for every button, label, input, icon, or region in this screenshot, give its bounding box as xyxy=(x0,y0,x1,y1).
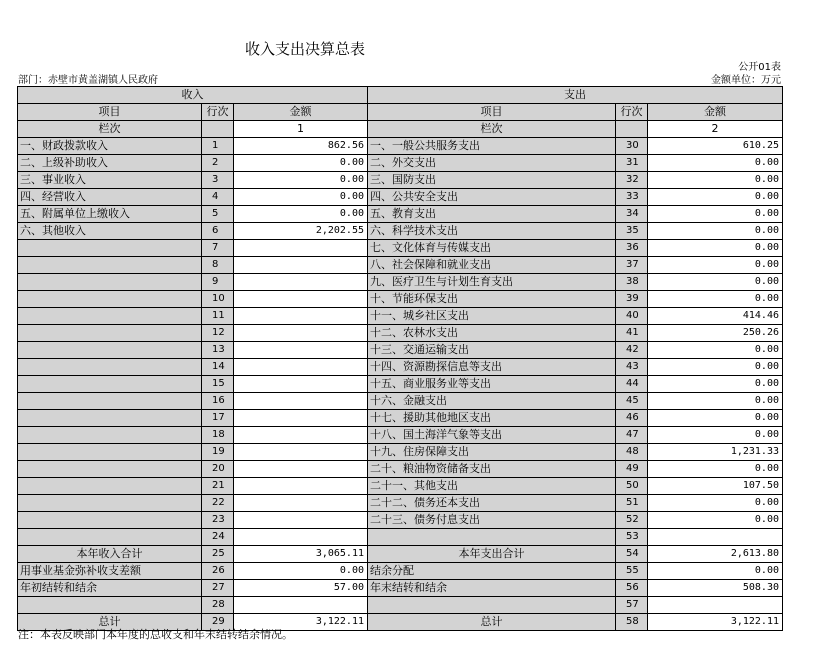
expense-amount: 0.00 xyxy=(648,376,783,393)
table-row xyxy=(18,308,783,325)
table-row xyxy=(18,512,783,529)
expense-line: 50 xyxy=(616,478,648,495)
income-item xyxy=(18,597,202,614)
expense-item: 十六、金融支出 xyxy=(368,393,616,410)
expense-item: 十七、援助其他地区支出 xyxy=(368,410,616,427)
income-amount: 862.56 xyxy=(234,138,368,155)
income-item xyxy=(18,444,202,461)
income-line: 16 xyxy=(202,393,234,410)
table-row xyxy=(18,223,783,240)
income-item: 四、经营收入 xyxy=(18,189,202,206)
income-item xyxy=(18,495,202,512)
income-item xyxy=(18,240,202,257)
income-line: 24 xyxy=(202,529,234,546)
expense-amount: 0.00 xyxy=(648,512,783,529)
income-lanci-label: 栏次 xyxy=(18,121,202,138)
income-line: 22 xyxy=(202,495,234,512)
expense-item: 二十一、其他支出 xyxy=(368,478,616,495)
expense-amount: 0.00 xyxy=(648,461,783,478)
expense-amount: 0.00 xyxy=(648,410,783,427)
expense-line: 30 xyxy=(616,138,648,155)
expense-line: 40 xyxy=(616,308,648,325)
expense-amount: 0.00 xyxy=(648,155,783,172)
expense-amount xyxy=(648,597,783,614)
unit-label: 金额单位：万元 xyxy=(711,75,781,86)
income-line: 15 xyxy=(202,376,234,393)
income-amount xyxy=(234,529,368,546)
expense-item xyxy=(368,597,616,614)
income-line: 7 xyxy=(202,240,234,257)
table-row xyxy=(18,291,783,308)
expense-item-header: 项目 xyxy=(368,104,616,121)
income-line: 13 xyxy=(202,342,234,359)
income-item: 三、事业收入 xyxy=(18,172,202,189)
expense-item: 七、文化体育与传媒支出 xyxy=(368,240,616,257)
table-row xyxy=(18,342,783,359)
income-amount-header: 金额 xyxy=(234,104,368,121)
income-line: 17 xyxy=(202,410,234,427)
income-item xyxy=(18,274,202,291)
expense-line-header: 行次 xyxy=(616,104,648,121)
expense-item: 四、公共安全支出 xyxy=(368,189,616,206)
income-amount: 0.00 xyxy=(234,206,368,223)
income-line: 8 xyxy=(202,257,234,274)
table-row xyxy=(18,257,783,274)
income-item: 二、上级补助收入 xyxy=(18,155,202,172)
income-amount: 0.00 xyxy=(234,189,368,206)
income-item: 一、财政拨款收入 xyxy=(18,138,202,155)
expense-line: 56 xyxy=(616,580,648,597)
income-line: 2 xyxy=(202,155,234,172)
income-line: 5 xyxy=(202,206,234,223)
income-amount xyxy=(234,325,368,342)
income-amount xyxy=(234,444,368,461)
expense-line: 32 xyxy=(616,172,648,189)
expense-amount: 610.25 xyxy=(648,138,783,155)
income-amount: 3,122.11 xyxy=(234,614,368,631)
expense-item: 十二、农林水支出 xyxy=(368,325,616,342)
form-number: 公开01表 xyxy=(738,62,781,73)
expense-amount: 0.00 xyxy=(648,223,783,240)
budget-table xyxy=(17,86,783,631)
department-label: 部门：赤壁市黄盖湖镇人民政府 xyxy=(18,75,158,86)
expense-line: 37 xyxy=(616,257,648,274)
table-row xyxy=(18,359,783,376)
income-amount xyxy=(234,376,368,393)
income-item: 总计 xyxy=(18,614,202,631)
income-lanci-line xyxy=(202,121,234,138)
income-item xyxy=(18,512,202,529)
expense-amount: 0.00 xyxy=(648,427,783,444)
income-line: 9 xyxy=(202,274,234,291)
income-item xyxy=(18,376,202,393)
income-item xyxy=(18,478,202,495)
income-amount xyxy=(234,495,368,512)
expense-item: 十九、住房保障支出 xyxy=(368,444,616,461)
income-line: 1 xyxy=(202,138,234,155)
income-item: 用事业基金弥补收支差额 xyxy=(18,563,202,580)
expense-amount: 0.00 xyxy=(648,172,783,189)
income-amount xyxy=(234,597,368,614)
expense-line: 44 xyxy=(616,376,648,393)
expense-amount: 0.00 xyxy=(648,563,783,580)
expense-line: 48 xyxy=(616,444,648,461)
income-item xyxy=(18,461,202,478)
income-line: 26 xyxy=(202,563,234,580)
expense-line: 38 xyxy=(616,274,648,291)
income-amount xyxy=(234,291,368,308)
expense-item: 十八、国土海洋气象等支出 xyxy=(368,427,616,444)
expense-line: 43 xyxy=(616,359,648,376)
income-amount: 0.00 xyxy=(234,172,368,189)
expense-item: 二十三、债务付息支出 xyxy=(368,512,616,529)
expense-item: 十四、资源勘探信息等支出 xyxy=(368,359,616,376)
income-amount: 0.00 xyxy=(234,155,368,172)
table-row xyxy=(18,478,783,495)
expense-amount: 3,122.11 xyxy=(648,614,783,631)
income-amount xyxy=(234,410,368,427)
expense-line: 51 xyxy=(616,495,648,512)
expense-line: 57 xyxy=(616,597,648,614)
income-item: 年初结转和结余 xyxy=(18,580,202,597)
income-amount xyxy=(234,308,368,325)
expense-item: 总计 xyxy=(368,614,616,631)
income-item xyxy=(18,257,202,274)
expense-item: 五、教育支出 xyxy=(368,206,616,223)
expense-line: 49 xyxy=(616,461,648,478)
column-number-row xyxy=(18,121,783,138)
expense-line: 31 xyxy=(616,155,648,172)
table-row xyxy=(18,206,783,223)
income-item: 本年收入合计 xyxy=(18,546,202,563)
income-amount: 3,065.11 xyxy=(234,546,368,563)
expense-header: 支出 xyxy=(368,87,783,104)
table-row xyxy=(18,597,783,614)
expense-item: 年末结转和结余 xyxy=(368,580,616,597)
expense-line: 52 xyxy=(616,512,648,529)
income-item xyxy=(18,427,202,444)
income-line: 3 xyxy=(202,172,234,189)
income-line: 21 xyxy=(202,478,234,495)
table-row xyxy=(18,138,783,155)
expense-item: 十三、交通运输支出 xyxy=(368,342,616,359)
table-row xyxy=(18,427,783,444)
income-line: 23 xyxy=(202,512,234,529)
income-amount xyxy=(234,461,368,478)
expense-line: 36 xyxy=(616,240,648,257)
table-row xyxy=(18,410,783,427)
expense-item: 二、外交支出 xyxy=(368,155,616,172)
income-amount xyxy=(234,342,368,359)
expense-line: 39 xyxy=(616,291,648,308)
income-line: 25 xyxy=(202,546,234,563)
expense-amount: 0.00 xyxy=(648,359,783,376)
expense-amount: 107.50 xyxy=(648,478,783,495)
expense-amount: 0.00 xyxy=(648,274,783,291)
income-amount xyxy=(234,427,368,444)
expense-item: 九、医疗卫生与计划生育支出 xyxy=(368,274,616,291)
expense-amount-header: 金额 xyxy=(648,104,783,121)
income-amount xyxy=(234,240,368,257)
expense-amount: 0.00 xyxy=(648,240,783,257)
income-line: 29 xyxy=(202,614,234,631)
income-line-header: 行次 xyxy=(202,104,234,121)
table-row xyxy=(18,393,783,410)
expense-item: 结余分配 xyxy=(368,563,616,580)
income-line: 4 xyxy=(202,189,234,206)
income-line: 12 xyxy=(202,325,234,342)
income-item xyxy=(18,325,202,342)
income-amount xyxy=(234,393,368,410)
expense-amount: 0.00 xyxy=(648,257,783,274)
table-row xyxy=(18,189,783,206)
income-amount xyxy=(234,512,368,529)
table-row xyxy=(18,274,783,291)
income-line: 18 xyxy=(202,427,234,444)
expense-line: 41 xyxy=(616,325,648,342)
expense-line: 34 xyxy=(616,206,648,223)
income-amount xyxy=(234,359,368,376)
expense-amount: 0.00 xyxy=(648,189,783,206)
table-row xyxy=(18,155,783,172)
expense-amount: 414.46 xyxy=(648,308,783,325)
income-line: 19 xyxy=(202,444,234,461)
expense-amount xyxy=(648,529,783,546)
table-row xyxy=(18,461,783,478)
table-row xyxy=(18,580,783,597)
income-item xyxy=(18,342,202,359)
expense-amount: 0.00 xyxy=(648,393,783,410)
income-line: 20 xyxy=(202,461,234,478)
income-amount: 2,202.55 xyxy=(234,223,368,240)
footnote: 注：本表反映部门本年度的总收支和年末结转结余情况。 xyxy=(18,628,293,641)
expense-item: 一、一般公共服务支出 xyxy=(368,138,616,155)
expense-amount: 0.00 xyxy=(648,206,783,223)
expense-item: 十五、商业服务业等支出 xyxy=(368,376,616,393)
expense-lanci-label: 栏次 xyxy=(368,121,616,138)
income-column-number: 1 xyxy=(234,121,368,138)
income-line: 11 xyxy=(202,308,234,325)
table-row xyxy=(18,529,783,546)
expense-line: 54 xyxy=(616,546,648,563)
expense-column-number: 2 xyxy=(648,121,783,138)
table-row xyxy=(18,325,783,342)
income-line: 6 xyxy=(202,223,234,240)
income-item xyxy=(18,393,202,410)
expense-line: 45 xyxy=(616,393,648,410)
expense-item: 八、社会保障和就业支出 xyxy=(368,257,616,274)
income-item xyxy=(18,359,202,376)
income-item-header: 项目 xyxy=(18,104,202,121)
column-header-row xyxy=(18,104,783,121)
income-line: 10 xyxy=(202,291,234,308)
table-row xyxy=(18,495,783,512)
expense-item xyxy=(368,529,616,546)
expense-line: 35 xyxy=(616,223,648,240)
expense-item: 十一、城乡社区支出 xyxy=(368,308,616,325)
income-item: 五、附属单位上缴收入 xyxy=(18,206,202,223)
expense-item: 十、节能环保支出 xyxy=(368,291,616,308)
income-amount xyxy=(234,478,368,495)
expense-item: 六、科学技术支出 xyxy=(368,223,616,240)
expense-line: 42 xyxy=(616,342,648,359)
table-row xyxy=(18,172,783,189)
table-row xyxy=(18,546,783,563)
income-amount: 57.00 xyxy=(234,580,368,597)
expense-amount: 2,613.80 xyxy=(648,546,783,563)
income-amount: 0.00 xyxy=(234,563,368,580)
expense-amount: 508.30 xyxy=(648,580,783,597)
table-row xyxy=(18,240,783,257)
income-item xyxy=(18,308,202,325)
expense-line: 58 xyxy=(616,614,648,631)
expense-line: 53 xyxy=(616,529,648,546)
expense-line: 47 xyxy=(616,427,648,444)
income-item xyxy=(18,529,202,546)
expense-line: 55 xyxy=(616,563,648,580)
table-row xyxy=(18,376,783,393)
income-item: 六、其他收入 xyxy=(18,223,202,240)
income-item xyxy=(18,410,202,427)
income-header: 收入 xyxy=(18,87,368,104)
expense-amount: 0.00 xyxy=(648,291,783,308)
expense-amount: 1,231.33 xyxy=(648,444,783,461)
expense-item: 三、国防支出 xyxy=(368,172,616,189)
expense-item: 本年支出合计 xyxy=(368,546,616,563)
expense-amount: 0.00 xyxy=(648,342,783,359)
expense-amount: 250.26 xyxy=(648,325,783,342)
expense-lanci-line xyxy=(616,121,648,138)
expense-item: 二十二、债务还本支出 xyxy=(368,495,616,512)
income-line: 14 xyxy=(202,359,234,376)
expense-line: 33 xyxy=(616,189,648,206)
income-line: 28 xyxy=(202,597,234,614)
table-row xyxy=(18,444,783,461)
income-amount xyxy=(234,274,368,291)
table-row xyxy=(18,563,783,580)
expense-item: 二十、粮油物资储备支出 xyxy=(368,461,616,478)
expense-line: 46 xyxy=(616,410,648,427)
income-line: 27 xyxy=(202,580,234,597)
expense-amount: 0.00 xyxy=(648,495,783,512)
report-title: 收入支出决算总表 xyxy=(244,40,365,58)
income-amount xyxy=(234,257,368,274)
income-item xyxy=(18,291,202,308)
section-header-row xyxy=(18,87,783,104)
